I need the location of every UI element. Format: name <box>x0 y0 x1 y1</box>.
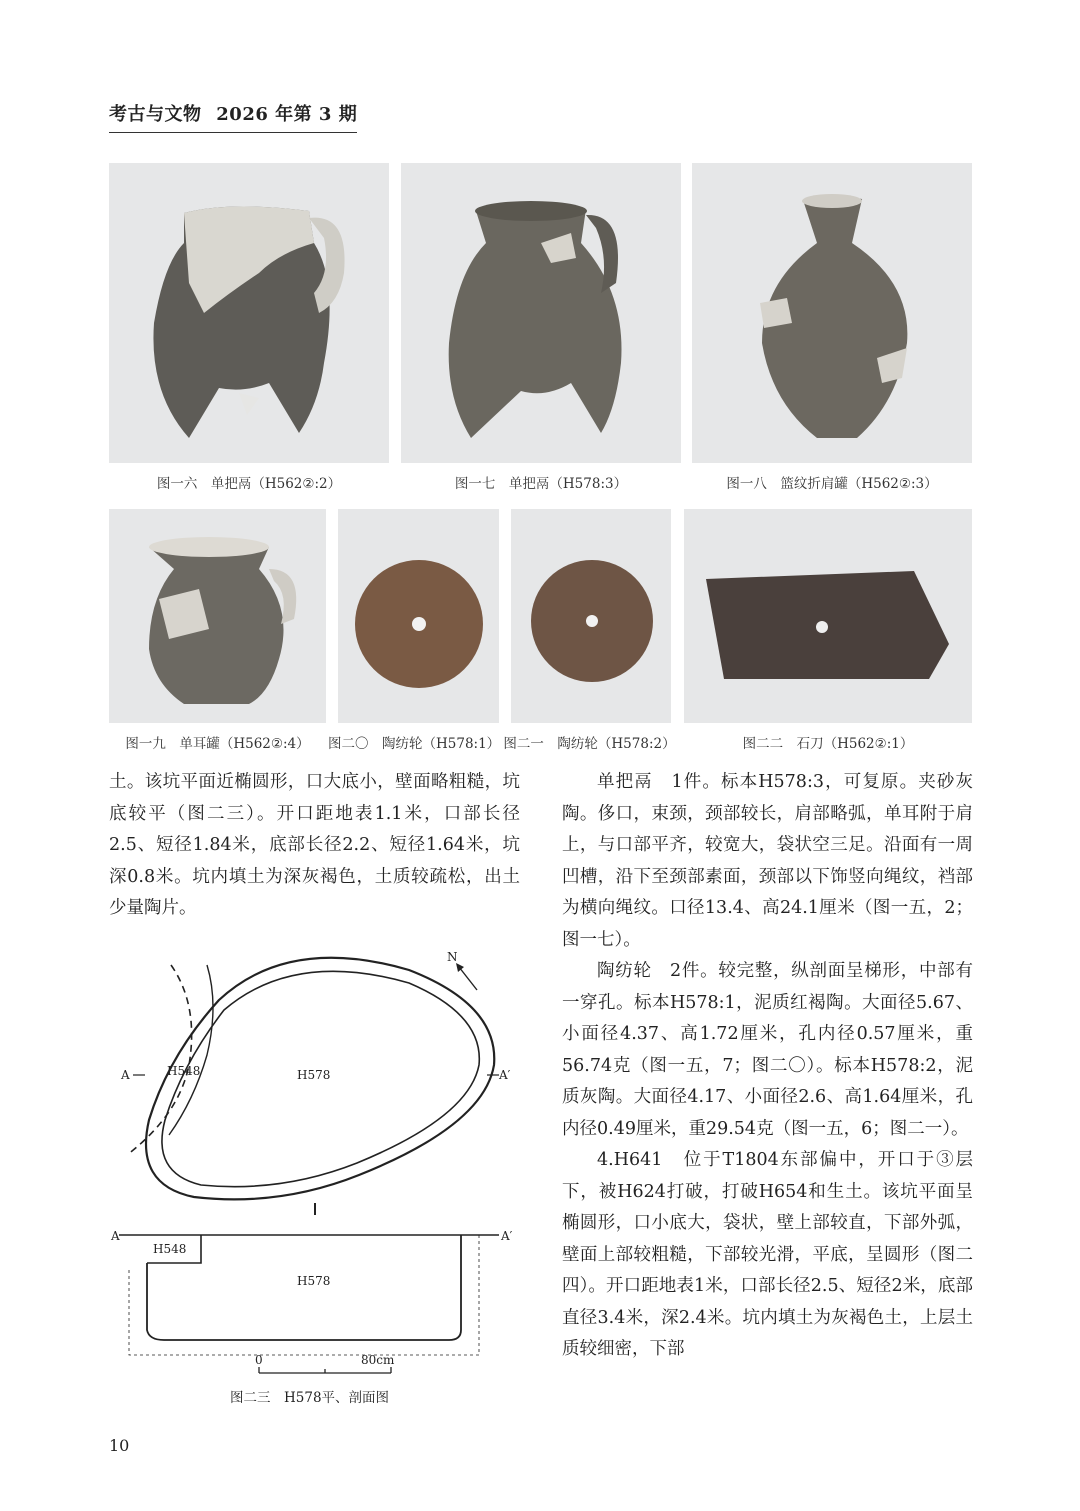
right-column <box>562 767 973 1366</box>
single-ear-jar-image <box>109 509 326 723</box>
caption-figure-23: 图二三 H578平、剖面图 <box>230 1390 390 1406</box>
h578-section-label: H578 <box>297 1274 331 1288</box>
section-label-a: A <box>121 1068 130 1082</box>
h548-section-label: H548 <box>153 1242 187 1256</box>
caption-figure-16: 图一六 单把鬲（H562②:2） <box>156 476 342 492</box>
spindle-whorl-1-image <box>338 509 499 723</box>
photo-figure-18 <box>692 163 972 463</box>
photo-figure-19 <box>109 509 326 723</box>
caption-figure-18: 图一八 篮纹折肩罐（H562②:3） <box>726 476 938 492</box>
h548-dashed-boundary <box>127 965 192 1155</box>
page-number: 10 <box>109 1436 130 1455</box>
plan-section-drawing <box>109 945 529 1385</box>
paragraph: 单把鬲 1件。标本H578:3，可复原。夹砂灰陶。侈口，束颈，颈部较长，肩部略弧，单耳附于肩上，与口部平齐，较宽大，袋状空三足。沿面有一周凹槽，沿下至颈部素面，颈部以下饰竖向绳纹，裆部为横向绳纹。口径13.4、高24.1厘米（图一五，2；图一七）。 <box>562 772 973 950</box>
h548-plan-label: H548 <box>167 1064 201 1078</box>
photo-figure-22 <box>684 509 972 723</box>
caption-figure-19: 图一九 单耳罐（H562②:4） <box>125 736 310 752</box>
caption-figure-17: 图一七 单把鬲（H578:3） <box>454 476 628 492</box>
caption-figure-21: 图二一 陶纺轮（H578:2） <box>503 736 676 752</box>
photo-figure-16 <box>109 163 389 463</box>
stone-knife-image <box>684 509 972 723</box>
caption-figure-20: 图二〇 陶纺轮（H578:1） <box>328 736 501 752</box>
scale-end: 80cm <box>361 1353 395 1367</box>
running-header <box>109 100 357 133</box>
photo-figure-21 <box>511 509 671 723</box>
left-column <box>109 767 520 925</box>
section-label-a-prime: A′ <box>499 1068 511 1082</box>
pottery-li-image <box>109 163 389 463</box>
pottery-jar-image <box>692 163 972 463</box>
north-arrow <box>459 967 477 990</box>
photo-figure-20 <box>338 509 499 723</box>
north-label: N <box>447 950 458 964</box>
h578-plan-label: H578 <box>297 1068 331 1082</box>
paragraph: 4.H641 位于T1804东部偏中，开口于③层下，被H624打破，打破H654和生土。该坑平面呈椭圆形，口小底大，袋状，壁上部较直，下部外弧，壁面上部较粗糙，下部较光滑，平底，呈圆形（图二四）。开口距地表1米，口部长径2.5、短径2米，底部直径3.4米，深2.4米。坑内填土为灰褐色土，上层土质较细密，下部 <box>562 1150 973 1359</box>
paragraph: 陶纺轮 2件。较完整，纵剖面呈梯形，中部有一穿孔。标本H578:1，泥质红褐陶。大面径5.67、小面径4.37、高1.72厘米，孔内径0.57厘米，重56.74克（图一五，7；图二〇）。标本H578:2，泥质灰陶。大面径4.17、小面径2.6、高1.64厘米，孔内径0.49厘米，重29.54克（图一五，6；图二一）。 <box>562 961 973 1139</box>
spindle-whorl-2-image <box>511 509 671 723</box>
journal-name: 考古与文物 <box>109 104 202 125</box>
issue-number: 2026 年第 3 期 <box>216 104 358 125</box>
section-label-a-prime-lower: A′ <box>501 1229 513 1243</box>
photo-figure-17 <box>401 163 681 463</box>
section-label-a-lower: A <box>111 1229 120 1243</box>
scale-zero: 0 <box>255 1353 263 1367</box>
pottery-li-cord-image <box>401 163 681 463</box>
caption-figure-22: 图二二 石刀（H562②:1） <box>742 736 914 752</box>
paragraph: 土。该坑平面近椭圆形，口大底小，壁面略粗糙，坑底较平（图二三）。开口距地表1.1米，口部长径2.5、短径1.84米，底部长径2.2、短径1.64米，坑深0.8米。坑内填土为深灰褐色，土质较疏松，出土少量陶片。 <box>109 772 520 918</box>
